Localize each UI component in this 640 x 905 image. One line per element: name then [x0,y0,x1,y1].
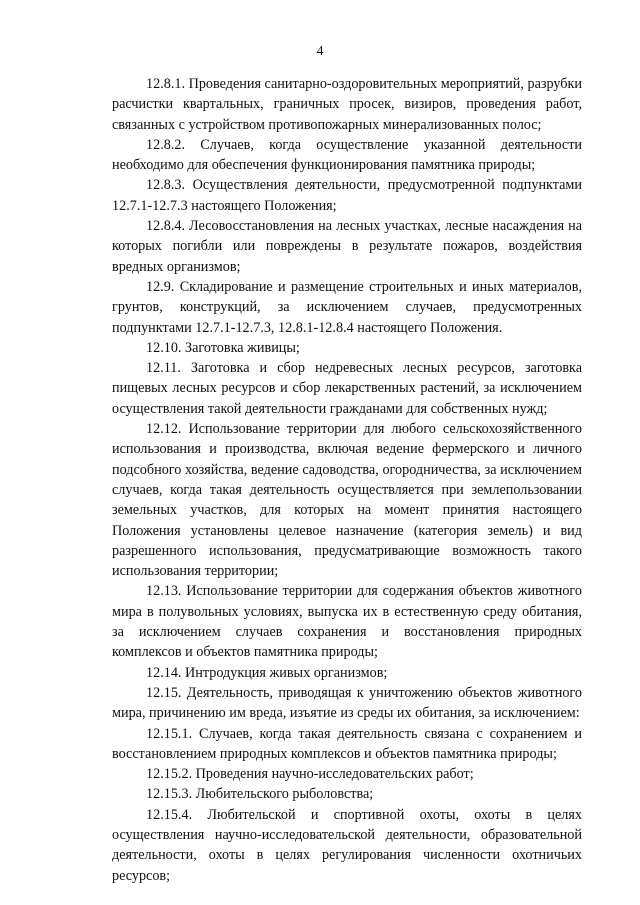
paragraph-12-8-3: 12.8.3. Осуществления деятельности, предусмотренной подпунктами 12.7.1-12.7.3 настоящего Положения; [112,177,582,214]
paragraph-12-15-1: 12.15.1. Случаев, когда такая деятельность связана с сохранением и восстановлением природных комплексов и объектов памятника природы; [112,725,582,762]
page-number: 4 [316,44,324,59]
paragraph-12-13: 12.13. Использование территории для содержания объектов животного мира в полувольных условиях, выпуска их в естественную среду обитания, за исключением случаев сохранения и восстановления природных комплексов и объектов памятника природы; [112,583,582,661]
paragraph-12-15-4: 12.15.4. Любительской и спортивной охоты, охоты в целях осуществления научно-исследовательской деятельности, образовательной деятельности, охоты в целях регулирования численности охотничьих ресурсов; [112,806,582,884]
paragraph-12-8-2: 12.8.2. Случаев, когда осуществление указанной деятельности необходимо для обеспечения функционирования памятника природы; [112,136,582,174]
paragraph-12-15-2: 12.15.2. Проведения научно-исследовательских работ; [146,766,474,783]
paragraph-12-11: 12.11. Заготовка и сбор недревесных лесных ресурсов, заготовка пищевых лесных ресурсов и сбор лекарственных растений, за исключением осуществления такой деятельности гражданами для собственных нужд; [112,360,582,417]
paragraph-12-10: 12.10. Заготовка живицы; [146,339,300,356]
paragraph-12-8-1: 12.8.1. Проведения санитарно-оздоровительных мероприятий, разрубки расчистки квартальных, граничных просек, визиров, проведения работ, связанных с устройством противопожарных минерализованных полос; [112,76,582,133]
paragraph-12-15-3: 12.15.3. Любительского рыболовства; [146,786,374,803]
paragraph-12-12: 12.12. Использование территории для любого сельскохозяйственного использования и производства, включая ведение фермерского и личного подсобного хозяйства, ведение садоводства, огородничества, за исключением случаев, когда такая деятельность осуществляется при землепользовании земельных участков, для которых на момент принятия настоящего Положения установлены целевое назначение (категория земель) и вид разрешенного использования, предусматривающие возможность такого использования территории; [112,421,582,580]
paragraph-12-15: 12.15. Деятельность, приводящая к уничтожению объектов животного мира, причинению им вреда, изъятие из среды их обитания, за исключением: [112,684,582,722]
paragraph-12-14: 12.14. Интродукция живых организмов; [146,664,388,681]
paragraph-12-9: 12.9. Складирование и размещение строительных и иных материалов, грунтов, конструкций, за исключением случаев, предусмотренных подпунктами 12.7.1-12.7.3, 12.8.1-12.8.4 настоящего Положения. [112,278,582,336]
paragraph-12-8-4: 12.8.4. Лесовосстановления на лесных участках, лесные насаждения на которых погибли или повреждены в результате пожаров, воздействия вредных организмов; [112,218,582,275]
document-body [112,74,582,886]
